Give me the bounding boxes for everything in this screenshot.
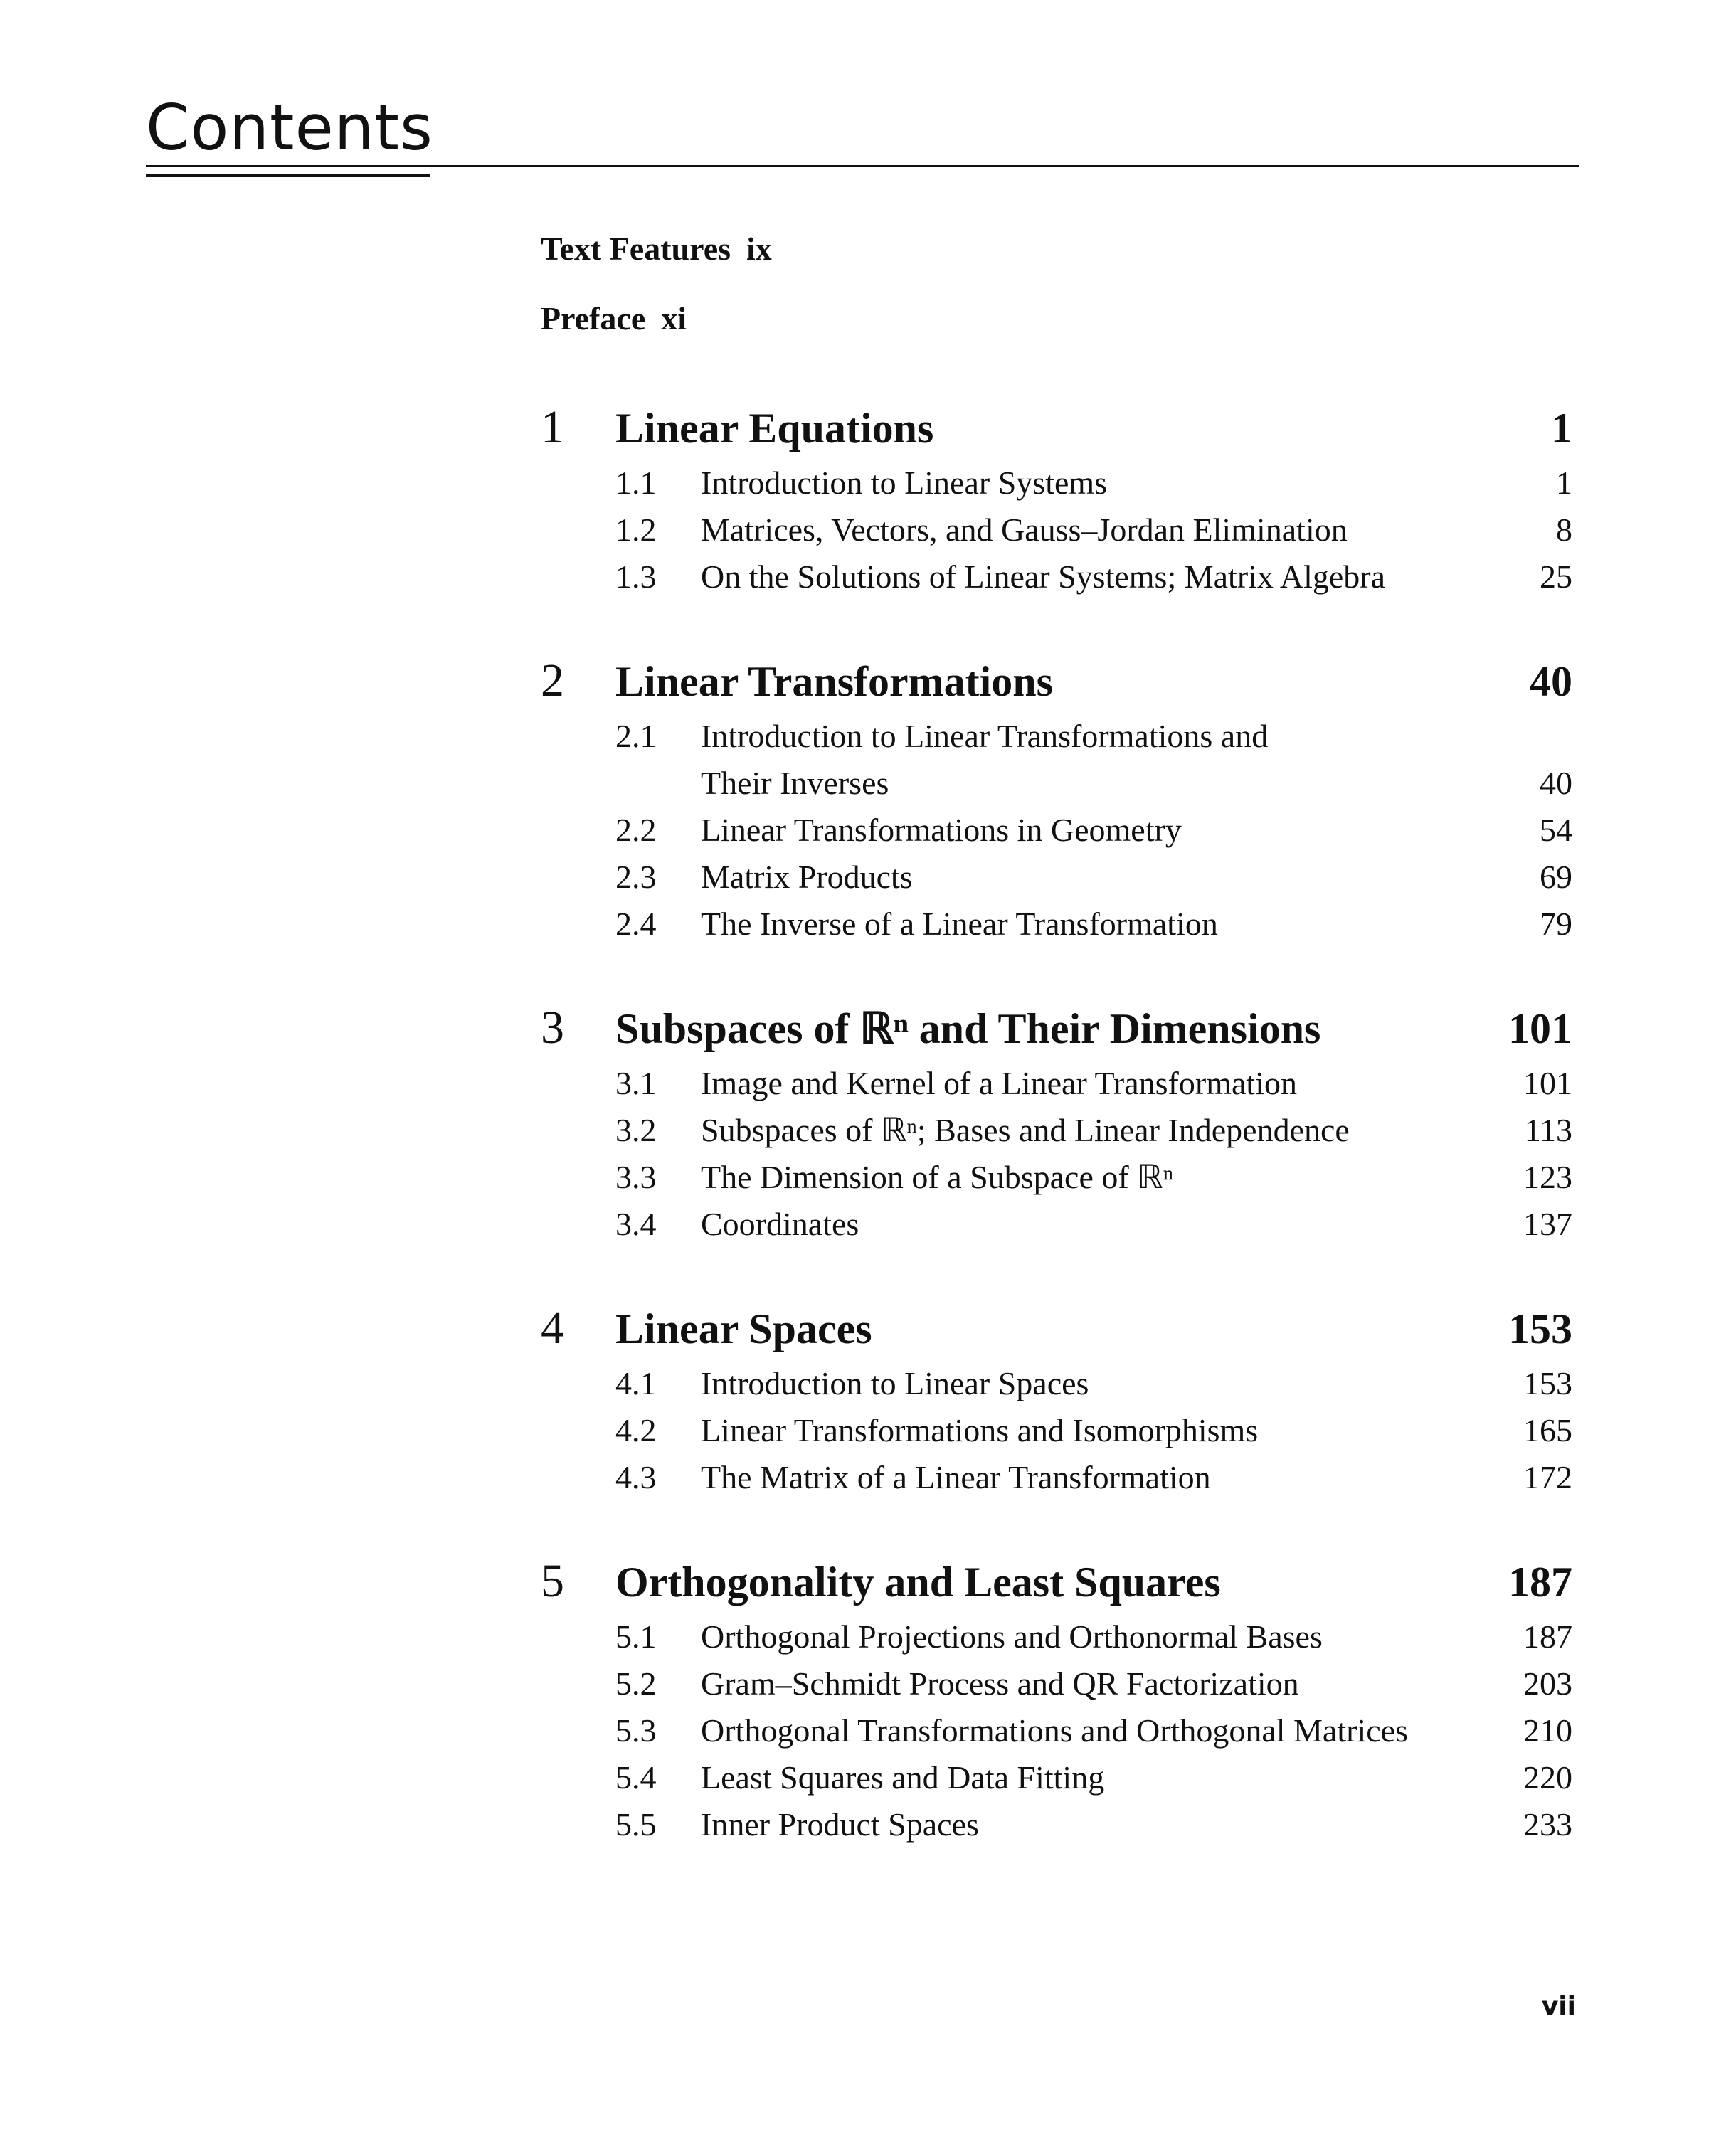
chapter-heading[interactable] <box>541 396 1572 460</box>
section-entry[interactable] <box>541 807 1572 854</box>
section-entry[interactable] <box>541 1801 1572 1848</box>
section-entry[interactable] <box>541 1454 1572 1501</box>
page-title: Contents <box>146 91 433 164</box>
section-page: 210 <box>1523 1712 1572 1749</box>
chapter-page: 187 <box>1508 1559 1572 1606</box>
section-number: 5.4 <box>615 1759 657 1796</box>
section-number: 4.1 <box>615 1365 657 1401</box>
section-title: Least Squares and Data Fitting <box>701 1759 1105 1796</box>
section-number: 3.4 <box>615 1206 657 1242</box>
section-number: 3.1 <box>615 1065 657 1101</box>
section-page: 123 <box>1523 1159 1572 1195</box>
section-title: Introduction to Linear Transformations and Their Inverses <box>701 718 1269 801</box>
chapter-title: Linear Equations <box>615 405 934 452</box>
section-entry[interactable] <box>541 1407 1572 1454</box>
chapter-number: 4 <box>541 1302 564 1354</box>
section-page: 113 <box>1524 1112 1572 1148</box>
chapter-heading[interactable] <box>541 996 1572 1060</box>
chapter-title: Linear Spaces <box>615 1305 872 1352</box>
section-entry[interactable] <box>541 553 1572 600</box>
front-matter-page: xi <box>661 300 687 336</box>
page-number: vii <box>1541 1992 1576 2021</box>
section-title: Matrices, Vectors, and Gauss–Jordan Elimination <box>701 511 1348 548</box>
section-title: Subspaces of ℝⁿ; Bases and Linear Independence <box>701 1112 1350 1148</box>
section-page: 165 <box>1523 1412 1572 1448</box>
section-title: Coordinates <box>701 1206 859 1242</box>
section-number: 2.2 <box>615 812 657 848</box>
table-of-contents <box>541 228 1572 1897</box>
section-title: The Dimension of a Subspace of ℝⁿ <box>701 1159 1174 1195</box>
section-title: Orthogonal Transformations and Orthogonal Matrices <box>701 1712 1408 1749</box>
chapter-page: 1 <box>1551 405 1572 452</box>
front-matter-label: Preface <box>541 300 646 336</box>
section-entry[interactable] <box>541 1201 1572 1248</box>
section-number: 5.2 <box>615 1665 657 1702</box>
chapter-title: Orthogonality and Least Squares <box>615 1559 1221 1606</box>
section-number: 5.1 <box>615 1618 657 1655</box>
front-matter-list <box>541 228 1572 340</box>
chapter-number: 3 <box>541 1002 564 1054</box>
section-entry[interactable] <box>541 1613 1572 1660</box>
section-page: 187 <box>1523 1618 1572 1655</box>
section-number: 2.3 <box>615 859 657 895</box>
section-number: 5.3 <box>615 1712 657 1749</box>
section-title: Introduction to Linear Spaces <box>701 1365 1089 1401</box>
chapter-number: 5 <box>541 1555 564 1607</box>
section-page: 153 <box>1523 1365 1572 1401</box>
title-underline <box>146 174 430 177</box>
section-number: 4.3 <box>615 1459 657 1495</box>
section-title: Orthogonal Projections and Orthonormal Bases <box>701 1618 1323 1655</box>
chapter-title: Linear Transformations <box>615 658 1054 705</box>
section-number: 5.5 <box>615 1806 657 1843</box>
section-entry[interactable] <box>541 901 1572 948</box>
chapter-1 <box>541 396 1572 600</box>
section-title: The Matrix of a Linear Transformation <box>701 1459 1211 1495</box>
section-title: Linear Transformations in Geometry <box>701 812 1182 848</box>
section-title: Introduction to Linear Systems <box>701 465 1108 501</box>
section-page: 220 <box>1523 1759 1572 1796</box>
section-page: 172 <box>1523 1459 1572 1495</box>
front-matter-label: Text Features <box>541 230 731 267</box>
section-entry[interactable] <box>541 1107 1572 1154</box>
chapter-heading[interactable] <box>541 1296 1572 1360</box>
chapter-4 <box>541 1296 1572 1501</box>
front-matter-page: ix <box>746 230 772 267</box>
section-number: 3.2 <box>615 1112 657 1148</box>
section-entry[interactable] <box>541 854 1572 901</box>
section-title: Matrix Products <box>701 859 913 895</box>
section-title: Image and Kernel of a Linear Transformation <box>701 1065 1297 1101</box>
section-number: 2.1 <box>615 718 657 754</box>
section-entry[interactable] <box>541 507 1572 553</box>
chapter-page: 153 <box>1508 1305 1572 1352</box>
section-title: On the Solutions of Linear Systems; Matrix Algebra <box>701 558 1386 595</box>
section-number: 1.3 <box>615 558 657 595</box>
section-page: 69 <box>1540 859 1572 895</box>
section-title: The Inverse of a Linear Transformation <box>701 906 1218 942</box>
section-number: 1.2 <box>615 511 657 548</box>
chapter-title: Subspaces of ℝⁿ and Their Dimensions <box>615 1005 1321 1052</box>
chapter-number: 2 <box>541 654 564 706</box>
section-number: 4.2 <box>615 1412 657 1448</box>
section-page: 203 <box>1523 1665 1572 1702</box>
section-entry[interactable] <box>541 713 1572 807</box>
front-matter-item-text-features[interactable] <box>541 228 1572 270</box>
section-entry[interactable] <box>541 1360 1572 1407</box>
section-entry[interactable] <box>541 1660 1572 1707</box>
section-page: 101 <box>1523 1065 1572 1101</box>
section-title: Linear Transformations and Isomorphisms <box>701 1412 1259 1448</box>
chapter-number: 1 <box>541 401 564 453</box>
section-page: 25 <box>1540 558 1572 595</box>
section-entry[interactable] <box>541 1754 1572 1801</box>
section-page: 8 <box>1556 511 1572 548</box>
chapter-heading[interactable] <box>541 1549 1572 1613</box>
section-page: 1 <box>1556 465 1572 501</box>
section-page: 79 <box>1540 906 1572 942</box>
section-page: 137 <box>1523 1206 1572 1242</box>
section-entry[interactable] <box>541 1707 1572 1754</box>
chapter-page: 101 <box>1508 1005 1572 1052</box>
section-number: 2.4 <box>615 906 657 942</box>
front-matter-item-preface[interactable] <box>541 297 1572 340</box>
section-title: Inner Product Spaces <box>701 1806 979 1843</box>
section-entry[interactable] <box>541 460 1572 507</box>
section-entry[interactable] <box>541 1060 1572 1107</box>
title-rule <box>146 165 1579 167</box>
section-number: 3.3 <box>615 1159 657 1195</box>
page-header <box>146 85 1579 178</box>
chapter-page: 40 <box>1530 658 1572 705</box>
section-number: 1.1 <box>615 465 657 501</box>
section-page: 233 <box>1523 1806 1572 1843</box>
section-entry[interactable] <box>541 1154 1572 1201</box>
chapter-3 <box>541 996 1572 1248</box>
chapter-5 <box>541 1549 1572 1848</box>
section-title: Gram–Schmidt Process and QR Factorization <box>701 1665 1299 1702</box>
chapter-heading[interactable] <box>541 649 1572 713</box>
chapter-2 <box>541 649 1572 948</box>
section-page: 40 <box>1540 765 1572 801</box>
section-page: 54 <box>1540 812 1572 848</box>
